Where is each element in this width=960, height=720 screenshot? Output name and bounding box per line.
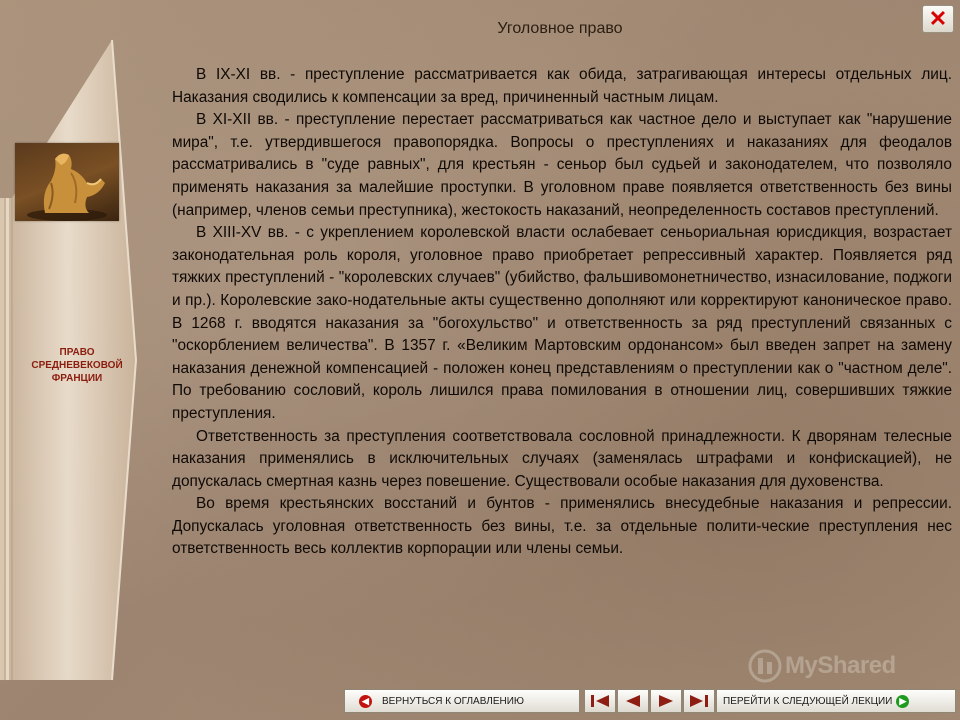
paragraph-3: В XIII-XV вв. - с укреплением королевской власти ослабевает сеньориальная юрисдикция, возрастает законодательная роль короля, уголовное право приобретает репрессивный характер. Появляется ряд тяжких преступлений - "королевских случаев" (убийство, фальшивомонетничество, изнасилование, поджоги и пр.). Королевские зако-нодательные акты существенно дополняют или корректируют каноническое право. В 1268 г. вводятся наказания за "богохульство" и ответственность за ряд преступлений связанных с "оскорблением величества". В 1357 г. «Великим Мартовским ордонансом» был введен запрет на замену наказания денежной компенсацией - положен конец представлениям о преступлении как о "частном деле". По требованию сословий, король лишился права помилования в отношении лиц, совершивших тяжкие преступления. <box>172 224 952 422</box>
next-lecture-label: ПЕРЕЙТИ К СЛЕДУЮЩЕЙ ЛЕКЦИИ <box>723 695 893 707</box>
next-slide-button[interactable] <box>650 689 682 713</box>
circle-arrow-right-icon: ▶ <box>896 695 909 708</box>
statue-figure <box>15 143 119 221</box>
sidebar-label-line2: СРЕДНЕВЕКОВОЙ <box>31 360 123 371</box>
paragraph-1: В IX-XI вв. - преступление рассматривается как обида, затрагивающая интересы отдельных лиц. Наказания сводились к компенсации за вред, причиненный частным лицам. <box>172 66 952 106</box>
paragraph-2: В XI-XII вв. - преступление перестает рассматриваться как частное дело и выступает как "нарушение мира", т.е. утвердившегося правопорядка. Вопросы о преступлениях и наказаниях для феодалов рассматривались в "суде равных", для крестьян - сеньор был судьей и законодателем, что позволяло применять наказания за малейшие проступки. В уголовном праве появляется ответственность без вины (например, членов семьи преступника), жестокость наказаний, неопределенность составов преступлений. <box>172 111 952 219</box>
watermark-logo <box>747 648 927 684</box>
back-to-contents-button[interactable] <box>344 689 580 713</box>
close-icon: ✕ <box>928 6 948 31</box>
first-slide-button[interactable] <box>584 689 616 713</box>
triangle-right-icon <box>655 693 677 709</box>
watermark-emblem-icon <box>747 648 783 684</box>
page-title: Уголовное право <box>497 20 623 37</box>
previous-slide-button[interactable] <box>617 689 649 713</box>
next-lecture-button[interactable] <box>716 689 956 713</box>
back-to-contents-label: ВЕРНУТЬСЯ К ОГЛАВЛЕНИЮ <box>382 695 525 707</box>
statue-thumbnail <box>15 143 119 221</box>
watermark-text: MyShared <box>785 652 896 679</box>
sidebar-label-line3: ФРАНЦИИ <box>51 373 103 384</box>
bottom-navigation <box>344 689 956 713</box>
skip-first-icon <box>589 693 611 709</box>
paragraph-5: Во время крестьянских восстаний и бунтов - применялись внесудебные наказания и репрессии. Допускалась уголовная ответственность без вины, т.е. за отдельные полити-ческие преступления нес ответственность весь коллектив корпорации или члены семьи. <box>172 495 952 558</box>
last-slide-button[interactable] <box>683 689 715 713</box>
main-content <box>172 64 952 561</box>
skip-last-icon <box>688 693 710 709</box>
sidebar-section-label[interactable] <box>14 346 140 385</box>
close-button[interactable] <box>922 5 954 33</box>
triangle-left-icon <box>622 693 644 709</box>
sidebar-label-line1: ПРАВО <box>59 347 95 358</box>
paragraph-4: Ответственность за преступления соответствовала сословной принадлежности. К дворянам телесные наказания применялись в исключительных случаях (заменялась штрафами и конфискацией), не допускалась смертная казнь через повешение. Существовали особые наказания для духовенства. <box>172 427 952 490</box>
circle-arrow-left-icon: ◀ <box>359 695 372 708</box>
